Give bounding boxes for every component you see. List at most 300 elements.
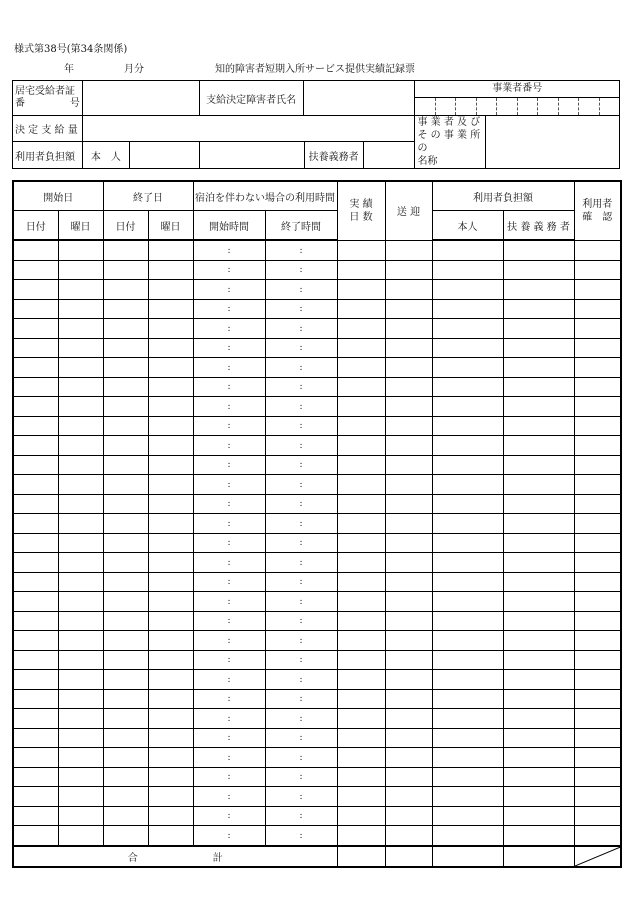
end-date-cell[interactable] (103, 592, 148, 612)
end-weekday-cell[interactable] (148, 397, 193, 417)
end-time-cell[interactable] (265, 338, 337, 358)
start-time-cell[interactable] (193, 397, 265, 417)
burden-guardian-cell[interactable] (503, 689, 574, 709)
transport-cell[interactable] (385, 787, 432, 807)
user-confirm-cell[interactable] (574, 319, 621, 339)
start-time-cell[interactable] (193, 416, 265, 436)
transport-cell[interactable] (385, 631, 432, 651)
start-date-cell[interactable] (13, 572, 58, 592)
end-time-cell[interactable] (265, 436, 337, 456)
burden-guardian-cell[interactable] (503, 514, 574, 534)
actual-days-cell[interactable] (337, 319, 385, 339)
burden-self-cell[interactable] (432, 728, 503, 748)
transport-cell[interactable] (385, 240, 432, 260)
end-date-cell[interactable] (103, 397, 148, 417)
user-confirm-cell[interactable] (574, 416, 621, 436)
start-time-cell[interactable] (193, 592, 265, 612)
start-date-cell[interactable] (13, 670, 58, 690)
end-date-cell[interactable] (103, 787, 148, 807)
transport-cell[interactable] (385, 338, 432, 358)
end-time-cell[interactable] (265, 455, 337, 475)
burden-guardian-cell[interactable] (503, 319, 574, 339)
actual-days-cell[interactable] (337, 670, 385, 690)
user-confirm-cell[interactable] (574, 689, 621, 709)
end-time-cell[interactable] (265, 240, 337, 260)
actual-days-cell[interactable] (337, 631, 385, 651)
burden-self-cell[interactable] (432, 650, 503, 670)
burden-self-cell[interactable] (432, 240, 503, 260)
user-confirm-cell[interactable] (574, 709, 621, 729)
start-weekday-cell[interactable] (58, 397, 103, 417)
transport-cell[interactable] (385, 611, 432, 631)
user-confirm-cell[interactable] (574, 728, 621, 748)
burden-guardian-cell[interactable] (503, 553, 574, 573)
user-confirm-cell[interactable] (574, 748, 621, 768)
end-time-cell[interactable] (265, 826, 337, 846)
start-date-cell[interactable] (13, 826, 58, 846)
user-confirm-cell[interactable] (574, 494, 621, 514)
start-date-cell[interactable] (13, 767, 58, 787)
start-date-cell[interactable] (13, 280, 58, 300)
burden-guardian-cell[interactable] (503, 475, 574, 495)
end-date-cell[interactable] (103, 319, 148, 339)
end-weekday-cell[interactable] (148, 280, 193, 300)
burden-self-cell[interactable] (432, 572, 503, 592)
burden-self-cell[interactable] (432, 436, 503, 456)
provider-number-field[interactable] (415, 98, 619, 115)
start-date-cell[interactable] (13, 611, 58, 631)
burden-self-cell[interactable] (432, 494, 503, 514)
start-weekday-cell[interactable] (58, 709, 103, 729)
burden-self-cell[interactable] (432, 709, 503, 729)
user-confirm-cell[interactable] (574, 338, 621, 358)
start-time-cell[interactable] (193, 689, 265, 709)
transport-cell[interactable] (385, 689, 432, 709)
start-date-cell[interactable] (13, 240, 58, 260)
start-time-cell[interactable] (193, 826, 265, 846)
burden-guardian-cell[interactable] (503, 377, 574, 397)
transport-cell[interactable] (385, 514, 432, 534)
actual-days-cell[interactable] (337, 475, 385, 495)
start-time-cell[interactable] (193, 631, 265, 651)
burden-self-field[interactable] (130, 142, 199, 168)
user-confirm-cell[interactable] (574, 475, 621, 495)
end-date-cell[interactable] (103, 240, 148, 260)
transport-cell[interactable] (385, 572, 432, 592)
actual-days-cell[interactable] (337, 338, 385, 358)
user-confirm-cell[interactable] (574, 260, 621, 280)
transport-cell[interactable] (385, 319, 432, 339)
transport-cell[interactable] (385, 728, 432, 748)
user-confirm-cell[interactable] (574, 514, 621, 534)
user-confirm-cell[interactable] (574, 280, 621, 300)
end-date-cell[interactable] (103, 377, 148, 397)
transport-cell[interactable] (385, 280, 432, 300)
transport-cell[interactable] (385, 650, 432, 670)
start-weekday-cell[interactable] (58, 455, 103, 475)
user-confirm-cell[interactable] (574, 592, 621, 612)
start-time-cell[interactable] (193, 748, 265, 768)
end-date-cell[interactable] (103, 650, 148, 670)
transport-cell[interactable] (385, 748, 432, 768)
transport-cell[interactable] (385, 553, 432, 573)
end-time-cell[interactable] (265, 650, 337, 670)
burden-guardian-cell[interactable] (503, 572, 574, 592)
end-date-cell[interactable] (103, 767, 148, 787)
end-weekday-cell[interactable] (148, 748, 193, 768)
actual-days-cell[interactable] (337, 748, 385, 768)
burden-self-cell[interactable] (432, 260, 503, 280)
start-time-cell[interactable] (193, 260, 265, 280)
user-confirm-cell[interactable] (574, 358, 621, 378)
end-date-cell[interactable] (103, 572, 148, 592)
burden-self-cell[interactable] (432, 338, 503, 358)
end-time-cell[interactable] (265, 475, 337, 495)
transport-cell[interactable] (385, 475, 432, 495)
actual-days-cell[interactable] (337, 358, 385, 378)
start-weekday-cell[interactable] (58, 670, 103, 690)
start-date-cell[interactable] (13, 748, 58, 768)
end-weekday-cell[interactable] (148, 494, 193, 514)
burden-guardian-cell[interactable] (503, 631, 574, 651)
actual-days-cell[interactable] (337, 806, 385, 826)
end-weekday-cell[interactable] (148, 689, 193, 709)
user-confirm-cell[interactable] (574, 767, 621, 787)
burden-guardian-cell[interactable] (503, 280, 574, 300)
total-transport[interactable] (385, 846, 432, 867)
start-weekday-cell[interactable] (58, 475, 103, 495)
start-time-cell[interactable] (193, 767, 265, 787)
decision-amount-field[interactable] (82, 116, 415, 142)
start-date-cell[interactable] (13, 358, 58, 378)
end-date-cell[interactable] (103, 494, 148, 514)
end-date-cell[interactable] (103, 728, 148, 748)
actual-days-cell[interactable] (337, 553, 385, 573)
end-time-cell[interactable] (265, 358, 337, 378)
transport-cell[interactable] (385, 767, 432, 787)
burden-guardian-cell[interactable] (503, 416, 574, 436)
start-weekday-cell[interactable] (58, 299, 103, 319)
burden-self-cell[interactable] (432, 631, 503, 651)
actual-days-cell[interactable] (337, 377, 385, 397)
burden-self-cell[interactable] (432, 689, 503, 709)
end-time-cell[interactable] (265, 689, 337, 709)
burden-self-cell[interactable] (432, 377, 503, 397)
start-date-cell[interactable] (13, 319, 58, 339)
burden-guardian-cell[interactable] (503, 455, 574, 475)
start-time-cell[interactable] (193, 806, 265, 826)
user-confirm-cell[interactable] (574, 631, 621, 651)
start-weekday-cell[interactable] (58, 572, 103, 592)
burden-self-cell[interactable] (432, 806, 503, 826)
transport-cell[interactable] (385, 592, 432, 612)
start-weekday-cell[interactable] (58, 436, 103, 456)
end-date-cell[interactable] (103, 806, 148, 826)
burden-self-cell[interactable] (432, 553, 503, 573)
end-weekday-cell[interactable] (148, 455, 193, 475)
start-date-cell[interactable] (13, 650, 58, 670)
burden-guardian-cell[interactable] (503, 260, 574, 280)
start-time-cell[interactable] (193, 319, 265, 339)
burden-self-cell[interactable] (432, 514, 503, 534)
end-date-cell[interactable] (103, 475, 148, 495)
end-time-cell[interactable] (265, 767, 337, 787)
start-weekday-cell[interactable] (58, 494, 103, 514)
user-confirm-cell[interactable] (574, 650, 621, 670)
end-weekday-cell[interactable] (148, 611, 193, 631)
burden-self-cell[interactable] (432, 319, 503, 339)
burden-self-cell[interactable] (432, 416, 503, 436)
end-weekday-cell[interactable] (148, 767, 193, 787)
start-date-cell[interactable] (13, 377, 58, 397)
end-time-cell[interactable] (265, 280, 337, 300)
end-date-cell[interactable] (103, 338, 148, 358)
transport-cell[interactable] (385, 455, 432, 475)
actual-days-cell[interactable] (337, 299, 385, 319)
start-weekday-cell[interactable] (58, 377, 103, 397)
start-time-cell[interactable] (193, 436, 265, 456)
transport-cell[interactable] (385, 826, 432, 846)
user-confirm-cell[interactable] (574, 553, 621, 573)
end-time-cell[interactable] (265, 260, 337, 280)
end-weekday-cell[interactable] (148, 592, 193, 612)
end-date-cell[interactable] (103, 611, 148, 631)
burden-guardian-cell[interactable] (503, 436, 574, 456)
burden-guardian-cell[interactable] (503, 650, 574, 670)
burden-guardian-cell[interactable] (503, 299, 574, 319)
burden-guardian-cell[interactable] (503, 767, 574, 787)
actual-days-cell[interactable] (337, 397, 385, 417)
burden-guardian-cell[interactable] (503, 787, 574, 807)
burden-guardian-cell[interactable] (503, 826, 574, 846)
start-weekday-cell[interactable] (58, 358, 103, 378)
end-weekday-cell[interactable] (148, 826, 193, 846)
start-weekday-cell[interactable] (58, 650, 103, 670)
burden-guardian-cell[interactable] (503, 358, 574, 378)
start-weekday-cell[interactable] (58, 319, 103, 339)
burden-self-cell[interactable] (432, 280, 503, 300)
end-time-cell[interactable] (265, 572, 337, 592)
actual-days-cell[interactable] (337, 533, 385, 553)
start-time-cell[interactable] (193, 338, 265, 358)
end-time-cell[interactable] (265, 631, 337, 651)
start-date-cell[interactable] (13, 260, 58, 280)
start-weekday-cell[interactable] (58, 240, 103, 260)
burden-self-cell[interactable] (432, 787, 503, 807)
burden-self-cell[interactable] (432, 475, 503, 495)
end-time-cell[interactable] (265, 670, 337, 690)
transport-cell[interactable] (385, 416, 432, 436)
end-weekday-cell[interactable] (148, 514, 193, 534)
burden-self-cell[interactable] (432, 455, 503, 475)
total-actual-days[interactable] (337, 846, 385, 867)
actual-days-cell[interactable] (337, 787, 385, 807)
start-weekday-cell[interactable] (58, 806, 103, 826)
user-confirm-cell[interactable] (574, 299, 621, 319)
start-weekday-cell[interactable] (58, 533, 103, 553)
end-date-cell[interactable] (103, 670, 148, 690)
start-time-cell[interactable] (193, 572, 265, 592)
start-weekday-cell[interactable] (58, 767, 103, 787)
start-date-cell[interactable] (13, 709, 58, 729)
end-date-cell[interactable] (103, 280, 148, 300)
transport-cell[interactable] (385, 397, 432, 417)
end-weekday-cell[interactable] (148, 475, 193, 495)
end-weekday-cell[interactable] (148, 709, 193, 729)
actual-days-cell[interactable] (337, 650, 385, 670)
burden-self-cell[interactable] (432, 826, 503, 846)
end-weekday-cell[interactable] (148, 260, 193, 280)
end-weekday-cell[interactable] (148, 572, 193, 592)
end-date-cell[interactable] (103, 631, 148, 651)
transport-cell[interactable] (385, 377, 432, 397)
end-weekday-cell[interactable] (148, 299, 193, 319)
provider-name-field[interactable] (486, 116, 620, 169)
start-weekday-cell[interactable] (58, 514, 103, 534)
end-time-cell[interactable] (265, 397, 337, 417)
transport-cell[interactable] (385, 494, 432, 514)
burden-self-cell[interactable] (432, 611, 503, 631)
end-weekday-cell[interactable] (148, 240, 193, 260)
start-date-cell[interactable] (13, 475, 58, 495)
start-date-cell[interactable] (13, 416, 58, 436)
start-weekday-cell[interactable] (58, 787, 103, 807)
guardian-field[interactable] (364, 142, 415, 168)
start-date-cell[interactable] (13, 533, 58, 553)
burden-guardian-cell[interactable] (503, 611, 574, 631)
start-time-cell[interactable] (193, 728, 265, 748)
transport-cell[interactable] (385, 299, 432, 319)
end-weekday-cell[interactable] (148, 670, 193, 690)
start-weekday-cell[interactable] (58, 631, 103, 651)
actual-days-cell[interactable] (337, 826, 385, 846)
start-time-cell[interactable] (193, 650, 265, 670)
end-weekday-cell[interactable] (148, 416, 193, 436)
end-weekday-cell[interactable] (148, 319, 193, 339)
transport-cell[interactable] (385, 670, 432, 690)
start-time-cell[interactable] (193, 494, 265, 514)
start-weekday-cell[interactable] (58, 592, 103, 612)
burden-guardian-cell[interactable] (503, 240, 574, 260)
start-date-cell[interactable] (13, 787, 58, 807)
start-time-cell[interactable] (193, 709, 265, 729)
user-confirm-cell[interactable] (574, 240, 621, 260)
actual-days-cell[interactable] (337, 572, 385, 592)
end-date-cell[interactable] (103, 533, 148, 553)
burden-self-cell[interactable] (432, 592, 503, 612)
start-date-cell[interactable] (13, 806, 58, 826)
end-date-cell[interactable] (103, 514, 148, 534)
user-confirm-cell[interactable] (574, 572, 621, 592)
start-date-cell[interactable] (13, 436, 58, 456)
user-confirm-cell[interactable] (574, 436, 621, 456)
start-time-cell[interactable] (193, 377, 265, 397)
actual-days-cell[interactable] (337, 240, 385, 260)
burden-guardian-cell[interactable] (503, 709, 574, 729)
burden-guardian-cell[interactable] (503, 397, 574, 417)
end-date-cell[interactable] (103, 748, 148, 768)
actual-days-cell[interactable] (337, 689, 385, 709)
end-weekday-cell[interactable] (148, 377, 193, 397)
actual-days-cell[interactable] (337, 514, 385, 534)
total-burden-self[interactable] (432, 846, 503, 867)
end-time-cell[interactable] (265, 709, 337, 729)
burden-self-cell[interactable] (432, 533, 503, 553)
actual-days-cell[interactable] (337, 767, 385, 787)
end-time-cell[interactable] (265, 416, 337, 436)
start-date-cell[interactable] (13, 514, 58, 534)
transport-cell[interactable] (385, 533, 432, 553)
end-weekday-cell[interactable] (148, 338, 193, 358)
start-time-cell[interactable] (193, 240, 265, 260)
user-confirm-cell[interactable] (574, 787, 621, 807)
end-time-cell[interactable] (265, 787, 337, 807)
start-time-cell[interactable] (193, 670, 265, 690)
start-date-cell[interactable] (13, 397, 58, 417)
start-time-cell[interactable] (193, 280, 265, 300)
end-date-cell[interactable] (103, 358, 148, 378)
start-date-cell[interactable] (13, 689, 58, 709)
transport-cell[interactable] (385, 436, 432, 456)
user-confirm-cell[interactable] (574, 670, 621, 690)
end-weekday-cell[interactable] (148, 631, 193, 651)
end-weekday-cell[interactable] (148, 533, 193, 553)
end-date-cell[interactable] (103, 416, 148, 436)
burden-guardian-cell[interactable] (503, 670, 574, 690)
start-weekday-cell[interactable] (58, 338, 103, 358)
end-date-cell[interactable] (103, 709, 148, 729)
start-time-cell[interactable] (193, 358, 265, 378)
burden-self-cell[interactable] (432, 670, 503, 690)
end-date-cell[interactable] (103, 299, 148, 319)
actual-days-cell[interactable] (337, 728, 385, 748)
burden-guardian-cell[interactable] (503, 748, 574, 768)
total-burden-guardian[interactable] (503, 846, 574, 867)
burden-guardian-cell[interactable] (503, 494, 574, 514)
user-confirm-cell[interactable] (574, 806, 621, 826)
end-weekday-cell[interactable] (148, 728, 193, 748)
burden-guardian-cell[interactable] (503, 806, 574, 826)
start-time-cell[interactable] (193, 475, 265, 495)
end-weekday-cell[interactable] (148, 553, 193, 573)
start-weekday-cell[interactable] (58, 611, 103, 631)
actual-days-cell[interactable] (337, 436, 385, 456)
burden-guardian-cell[interactable] (503, 338, 574, 358)
user-confirm-cell[interactable] (574, 397, 621, 417)
start-time-cell[interactable] (193, 455, 265, 475)
transport-cell[interactable] (385, 709, 432, 729)
end-date-cell[interactable] (103, 553, 148, 573)
actual-days-cell[interactable] (337, 260, 385, 280)
start-weekday-cell[interactable] (58, 260, 103, 280)
burden-self-cell[interactable] (432, 748, 503, 768)
transport-cell[interactable] (385, 260, 432, 280)
burden-self-cell[interactable] (432, 767, 503, 787)
end-time-cell[interactable] (265, 377, 337, 397)
start-date-cell[interactable] (13, 455, 58, 475)
start-weekday-cell[interactable] (58, 826, 103, 846)
end-date-cell[interactable] (103, 455, 148, 475)
end-date-cell[interactable] (103, 689, 148, 709)
actual-days-cell[interactable] (337, 611, 385, 631)
end-time-cell[interactable] (265, 553, 337, 573)
start-weekday-cell[interactable] (58, 728, 103, 748)
start-date-cell[interactable] (13, 494, 58, 514)
start-time-cell[interactable] (193, 514, 265, 534)
transport-cell[interactable] (385, 806, 432, 826)
cert-number-field[interactable] (82, 81, 199, 116)
end-time-cell[interactable] (265, 299, 337, 319)
